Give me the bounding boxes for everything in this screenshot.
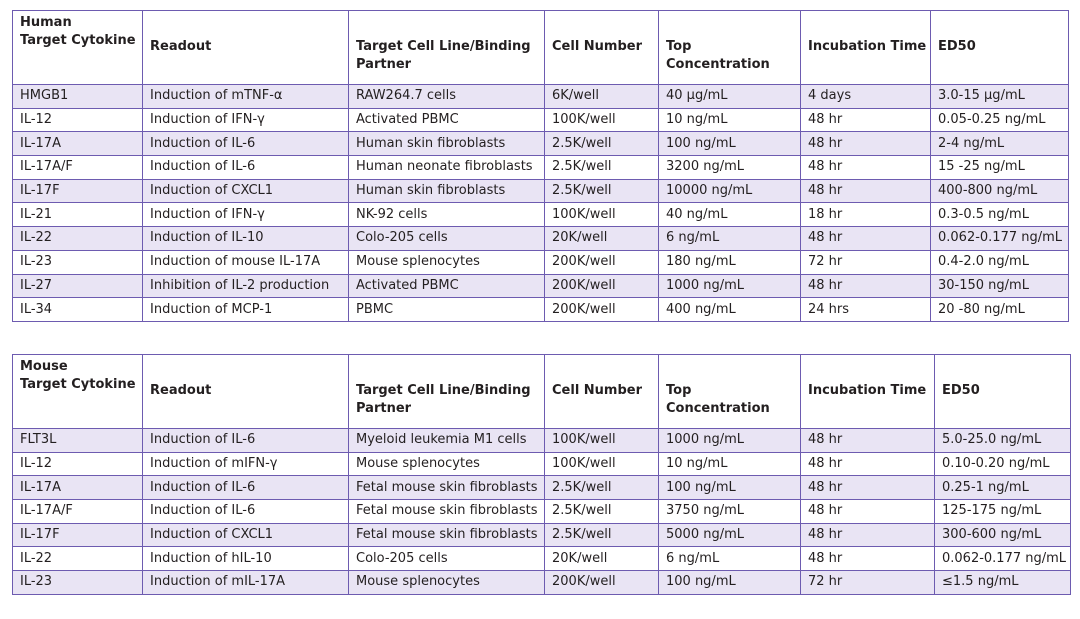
cell-incubation-time: 48 hr — [801, 108, 931, 132]
cell-incubation-time: 48 hr — [801, 156, 931, 180]
cell-target-cell-line: Mouse splenocytes — [349, 571, 545, 595]
cell-target-cytokine: IL-17F — [13, 179, 143, 203]
table-row — [13, 298, 1069, 322]
table-row — [13, 108, 1069, 132]
column-label: ED50 — [942, 383, 980, 398]
column-label: Cell Number — [552, 383, 643, 398]
cell-top-concentration: 10000 ng/mL — [659, 179, 801, 203]
cell-incubation-time: 48 hr — [801, 476, 935, 500]
cell-target-cytokine: IL-17A/F — [13, 500, 143, 524]
cell-top-concentration: 1000 ng/mL — [659, 429, 801, 453]
cell-top-concentration: 3750 ng/mL — [659, 500, 801, 524]
cell-cell-number: 2.5K/well — [545, 132, 659, 156]
column-header-target-cell-line — [349, 11, 545, 85]
cell-readout: Induction of mIL-17A — [143, 571, 349, 595]
cell-ed50: 3.0-15 µg/mL — [931, 85, 1069, 109]
cell-incubation-time: 48 hr — [801, 227, 931, 251]
cell-target-cytokine: HMGB1 — [13, 85, 143, 109]
cell-ed50: 0.4-2.0 ng/mL — [931, 250, 1069, 274]
cell-readout: Induction of IL-6 — [143, 156, 349, 180]
cell-target-cytokine: IL-27 — [13, 274, 143, 298]
cell-target-cytokine: IL-17A — [13, 132, 143, 156]
table-header-row — [13, 11, 1069, 85]
cell-target-cytokine: IL-17A/F — [13, 156, 143, 180]
cell-incubation-time: 48 hr — [801, 274, 931, 298]
cell-cell-number: 20K/well — [545, 547, 659, 571]
cell-target-cell-line: Fetal mouse skin fibroblasts — [349, 500, 545, 524]
table-row — [13, 132, 1069, 156]
cell-target-cell-line: Fetal mouse skin fibroblasts — [349, 476, 545, 500]
cell-target-cell-line: Activated PBMC — [349, 274, 545, 298]
column-header-readout — [143, 355, 349, 429]
column-label: Readout — [150, 383, 212, 398]
cell-incubation-time: 4 days — [801, 85, 931, 109]
cell-ed50: 0.10-0.20 ng/mL — [935, 452, 1071, 476]
cell-ed50: 0.05-0.25 ng/mL — [931, 108, 1069, 132]
cell-cell-number: 100K/well — [545, 429, 659, 453]
column-label: Readout — [150, 39, 212, 54]
cell-readout: Induction of hIL-10 — [143, 547, 349, 571]
cell-cell-number: 2.5K/well — [545, 476, 659, 500]
cell-readout: Induction of IL-6 — [143, 476, 349, 500]
cell-ed50: 125-175 ng/mL — [935, 500, 1071, 524]
cell-incubation-time: 48 hr — [801, 500, 935, 524]
cell-ed50: 2-4 ng/mL — [931, 132, 1069, 156]
cell-top-concentration: 40 µg/mL — [659, 85, 801, 109]
cell-top-concentration: 10 ng/mL — [659, 452, 801, 476]
cell-readout: Induction of mIFN-γ — [143, 452, 349, 476]
table-row — [13, 452, 1071, 476]
cell-target-cell-line: Fetal mouse skin fibroblasts — [349, 523, 545, 547]
cell-incubation-time: 48 hr — [801, 429, 935, 453]
column-label: Target Cell Line/Binding — [356, 383, 531, 398]
cell-cell-number: 200K/well — [545, 571, 659, 595]
column-label: Cell Number — [552, 39, 643, 54]
cell-top-concentration: 10 ng/mL — [659, 108, 801, 132]
column-label: Top — [666, 39, 692, 54]
cell-readout: Inhibition of IL-2 production — [143, 274, 349, 298]
cell-ed50: 0.25-1 ng/mL — [935, 476, 1071, 500]
cell-readout: Induction of mouse IL-17A — [143, 250, 349, 274]
cell-target-cytokine: IL-12 — [13, 452, 143, 476]
cell-target-cell-line: Mouse splenocytes — [349, 250, 545, 274]
cell-target-cell-line: RAW264.7 cells — [349, 85, 545, 109]
cell-ed50: ≤1.5 ng/mL — [935, 571, 1071, 595]
cell-target-cell-line: Human skin fibroblasts — [349, 179, 545, 203]
column-label: Incubation Time — [808, 383, 927, 398]
cell-cell-number: 200K/well — [545, 298, 659, 322]
cell-readout: Induction of IL-10 — [143, 227, 349, 251]
cell-ed50: 0.062-0.177 ng/mL — [931, 227, 1069, 251]
column-header-incubation-time — [801, 355, 935, 429]
cell-cell-number: 100K/well — [545, 203, 659, 227]
cell-target-cell-line: NK-92 cells — [349, 203, 545, 227]
cell-incubation-time: 48 hr — [801, 179, 931, 203]
column-label: Concentration — [666, 401, 770, 416]
table-row — [13, 179, 1069, 203]
cell-target-cell-line: PBMC — [349, 298, 545, 322]
cell-ed50: 400-800 ng/mL — [931, 179, 1069, 203]
cell-incubation-time: 48 hr — [801, 132, 931, 156]
cell-target-cytokine: IL-23 — [13, 250, 143, 274]
column-header-cell-number — [545, 11, 659, 85]
table-row — [13, 274, 1069, 298]
cell-top-concentration: 40 ng/mL — [659, 203, 801, 227]
cell-target-cell-line: Myeloid leukemia M1 cells — [349, 429, 545, 453]
mouse-cytokine-table — [12, 354, 1071, 595]
cell-top-concentration: 3200 ng/mL — [659, 156, 801, 180]
cell-readout: Induction of IFN-γ — [143, 203, 349, 227]
cell-target-cell-line: Mouse splenocytes — [349, 452, 545, 476]
column-label: Partner — [356, 401, 412, 416]
cell-target-cytokine: IL-17F — [13, 523, 143, 547]
cell-target-cytokine: IL-17A — [13, 476, 143, 500]
cell-cell-number: 2.5K/well — [545, 156, 659, 180]
column-header-target-cytokine — [13, 355, 143, 429]
cell-cell-number: 2.5K/well — [545, 179, 659, 203]
cell-top-concentration: 5000 ng/mL — [659, 523, 801, 547]
cell-cell-number: 200K/well — [545, 250, 659, 274]
cell-ed50: 0.3-0.5 ng/mL — [931, 203, 1069, 227]
cell-target-cytokine: IL-34 — [13, 298, 143, 322]
table-row — [13, 547, 1071, 571]
table-row — [13, 85, 1069, 109]
cell-ed50: 20 -80 ng/mL — [931, 298, 1069, 322]
table-row — [13, 571, 1071, 595]
cell-top-concentration: 1000 ng/mL — [659, 274, 801, 298]
column-label: Partner — [356, 57, 412, 72]
cell-top-concentration: 180 ng/mL — [659, 250, 801, 274]
cell-incubation-time: 72 hr — [801, 250, 931, 274]
cell-ed50: 300-600 ng/mL — [935, 523, 1071, 547]
cell-cell-number: 20K/well — [545, 227, 659, 251]
cell-ed50: 5.0-25.0 ng/mL — [935, 429, 1071, 453]
cell-readout: Induction of mTNF-α — [143, 85, 349, 109]
column-header-target-cell-line — [349, 355, 545, 429]
cell-ed50: 15 -25 ng/mL — [931, 156, 1069, 180]
column-label: ED50 — [938, 39, 976, 54]
cell-cell-number: 100K/well — [545, 108, 659, 132]
column-label: Concentration — [666, 57, 770, 72]
cell-readout: Induction of CXCL1 — [143, 523, 349, 547]
cell-target-cell-line: Human neonate fibroblasts — [349, 156, 545, 180]
cell-readout: Induction of IL-6 — [143, 429, 349, 453]
cell-target-cytokine: IL-23 — [13, 571, 143, 595]
cell-readout: Induction of IFN-γ — [143, 108, 349, 132]
column-header-top-concentration — [659, 11, 801, 85]
cell-top-concentration: 6 ng/mL — [659, 547, 801, 571]
column-label: Target Cytokine — [20, 33, 136, 48]
cell-cell-number: 200K/well — [545, 274, 659, 298]
cell-target-cell-line: Activated PBMC — [349, 108, 545, 132]
table-row — [13, 500, 1071, 524]
cell-target-cytokine: IL-12 — [13, 108, 143, 132]
cell-top-concentration: 6 ng/mL — [659, 227, 801, 251]
cell-incubation-time: 48 hr — [801, 523, 935, 547]
cell-incubation-time: 72 hr — [801, 571, 935, 595]
human-cytokine-table — [12, 10, 1069, 322]
column-header-ed50 — [931, 11, 1069, 85]
table-header-row — [13, 355, 1071, 429]
column-label: Target Cytokine — [20, 377, 136, 392]
cell-target-cytokine: IL-21 — [13, 203, 143, 227]
column-label: Target Cell Line/Binding — [356, 39, 531, 54]
cell-target-cell-line: Colo-205 cells — [349, 547, 545, 571]
cell-top-concentration: 100 ng/mL — [659, 132, 801, 156]
column-header-cell-number — [545, 355, 659, 429]
cell-readout: Induction of IL-6 — [143, 132, 349, 156]
cell-target-cytokine: IL-22 — [13, 227, 143, 251]
column-label: Top — [666, 383, 692, 398]
table-row — [13, 227, 1069, 251]
cell-top-concentration: 100 ng/mL — [659, 571, 801, 595]
table-row — [13, 203, 1069, 227]
cell-target-cytokine: FLT3L — [13, 429, 143, 453]
species-label: Human — [20, 15, 72, 30]
table-row — [13, 250, 1069, 274]
cell-target-cell-line: Colo-205 cells — [349, 227, 545, 251]
cell-readout: Induction of IL-6 — [143, 500, 349, 524]
cell-cell-number: 2.5K/well — [545, 500, 659, 524]
table-row — [13, 476, 1071, 500]
cell-ed50: 0.062-0.177 ng/mL — [935, 547, 1071, 571]
cell-ed50: 30-150 ng/mL — [931, 274, 1069, 298]
table-row — [13, 523, 1071, 547]
cell-target-cell-line: Human skin fibroblasts — [349, 132, 545, 156]
column-header-top-concentration — [659, 355, 801, 429]
column-header-ed50 — [935, 355, 1071, 429]
cell-cell-number: 6K/well — [545, 85, 659, 109]
cell-cell-number: 2.5K/well — [545, 523, 659, 547]
column-header-target-cytokine — [13, 11, 143, 85]
cell-readout: Induction of MCP-1 — [143, 298, 349, 322]
cell-target-cytokine: IL-22 — [13, 547, 143, 571]
cell-incubation-time: 24 hrs — [801, 298, 931, 322]
cell-top-concentration: 100 ng/mL — [659, 476, 801, 500]
table-row — [13, 156, 1069, 180]
cell-cell-number: 100K/well — [545, 452, 659, 476]
cell-incubation-time: 48 hr — [801, 452, 935, 476]
column-header-incubation-time — [801, 11, 931, 85]
column-label: Incubation Time — [808, 39, 927, 54]
species-label: Mouse — [20, 359, 68, 374]
cell-incubation-time: 48 hr — [801, 547, 935, 571]
cell-incubation-time: 18 hr — [801, 203, 931, 227]
cell-readout: Induction of CXCL1 — [143, 179, 349, 203]
table-row — [13, 429, 1071, 453]
cell-top-concentration: 400 ng/mL — [659, 298, 801, 322]
column-header-readout — [143, 11, 349, 85]
